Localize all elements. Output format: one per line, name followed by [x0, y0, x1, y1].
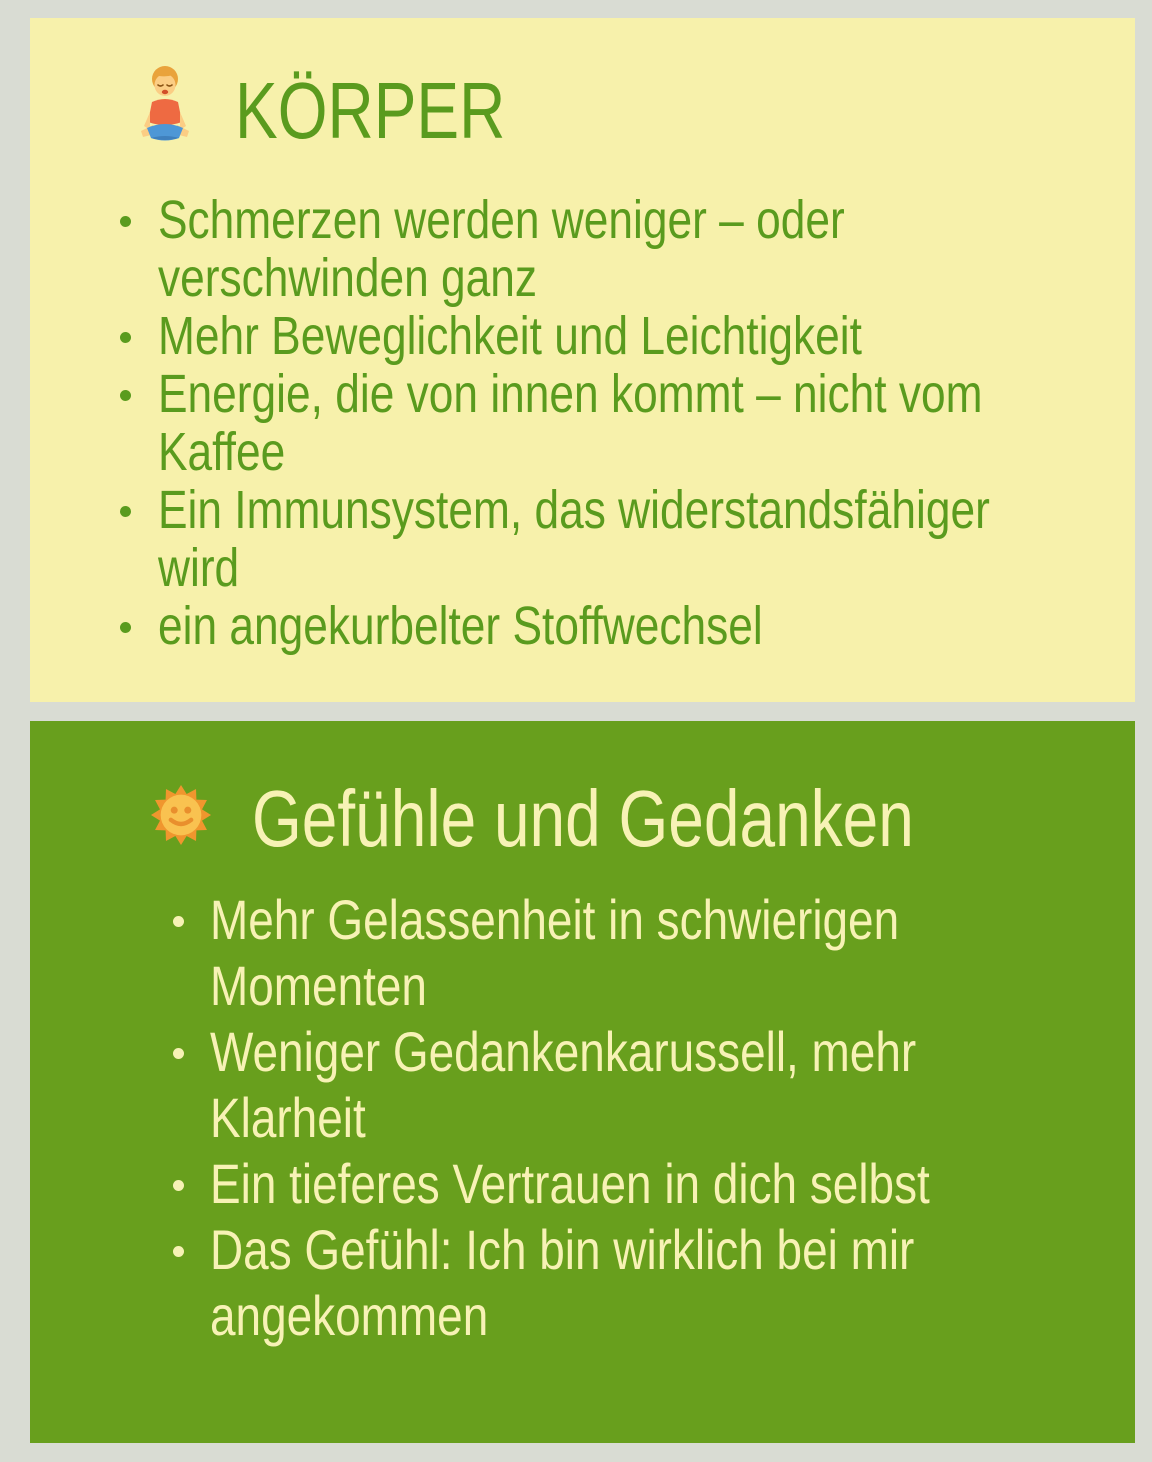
list-item [173, 1019, 1135, 1151]
section-gefuehle-title-text: Gefühle und Gedanken [252, 774, 914, 863]
person-in-lotus-position-icon [137, 64, 193, 157]
list-item-line: Mehr Gelassenheit in schwierigen [210, 888, 900, 951]
section-gefuehle [30, 721, 1135, 1443]
list-item [120, 597, 1135, 655]
list-item-line: wird [158, 538, 240, 598]
list-item-line: Energie, die von innen kommt – nicht vom [158, 364, 983, 424]
list-item [173, 1151, 1135, 1217]
list-item [120, 307, 1135, 365]
list-item-line: Mehr Beweglichkeit und Leichtigkeit [158, 306, 862, 366]
list-item-line: Ein Immunsystem, das widerstandsfähiger [158, 480, 990, 540]
koerper-bullet-list [120, 191, 1135, 655]
list-item [173, 1217, 1135, 1349]
list-item-line: Kaffee [158, 422, 286, 482]
list-item-line: Schmerzen werden weniger – oder [158, 190, 845, 250]
list-item-line: Ein tieferes Vertrauen in dich selbst [210, 1152, 930, 1215]
section-koerper-title-text: KÖRPER [235, 65, 506, 155]
list-item [173, 887, 1135, 1019]
list-item-line: angekommen [210, 1284, 489, 1347]
section-koerper-title [30, 18, 1135, 157]
list-item-line: ein angekurbelter Stoffwechsel [158, 596, 763, 656]
list-item-line: Momenten [210, 954, 427, 1017]
list-item [120, 191, 1135, 307]
list-item-line: Klarheit [210, 1086, 366, 1149]
sun-with-face-icon [150, 779, 212, 859]
section-gefuehle-title [30, 721, 1135, 863]
section-koerper [30, 18, 1135, 702]
list-item-line: Das Gefühl: Ich bin wirklich bei mir [210, 1218, 915, 1281]
list-item [120, 481, 1135, 597]
list-item [120, 365, 1135, 481]
list-item-line: Weniger Gedankenkarussell, mehr [210, 1020, 917, 1083]
gefuehle-bullet-list [173, 887, 1135, 1349]
list-item-line: verschwinden ganz [158, 248, 538, 308]
